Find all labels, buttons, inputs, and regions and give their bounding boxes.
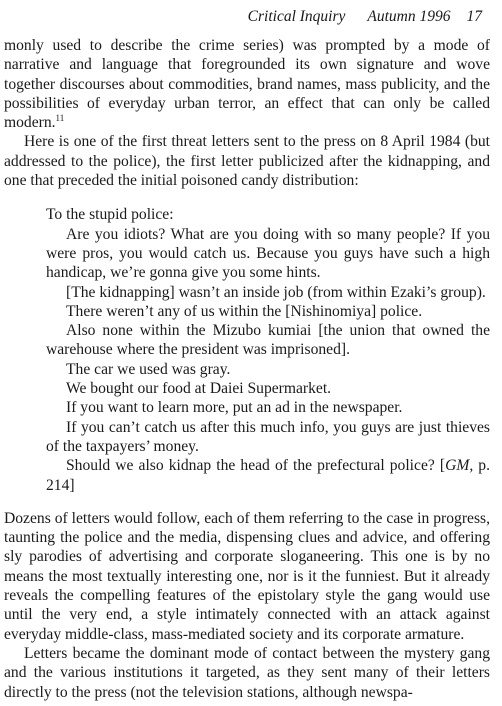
letter-last-text: Should we also kidnap the head of the prefectural police? [ (66, 457, 446, 475)
journal-title: Critical Inquiry (247, 8, 346, 25)
paragraph-1-text: monly used to describe the crime series) was prompted by a mode of narrative and language that foregrounded its own signature and wove together discourses about commodities, brand names, mass publicity, and the possibilities of everyday urban terror, an effect that can only be called modern. (4, 37, 490, 132)
citation-page: p. 214] (46, 457, 490, 494)
letter-line-last (46, 456, 490, 495)
paragraph-3: Dozens of letters would follow, each of them referring to the case in progress, taunting the police and the media, dispensing clues and advice, and offering sly parodies of advertising and corporate sloganeering. This one is by no means the most textually interesting one, nor is it the funniest. But it already reveals the compelling features of the epistolary style the gang would use until the very end, a style intimately connected with an attack against everyday middle-class, mass-mediated society and its corporate armature. (4, 509, 490, 643)
page-number: 17 (466, 8, 482, 25)
body-text (4, 36, 490, 702)
paragraph-4: Letters became the dominant mode of contact between the mystery gang and the various institutions it targeted, as they sent many of their letters directly to the press (not the television stations, although newspa- (4, 644, 490, 701)
paragraph-1 (4, 36, 490, 132)
paragraph-2: Here is one of the first threat letters sent to the press on 8 April 1984 (but addressed to the police), the first letter publicized after the kidnapping, and one that preceded the initial poisoned candy distribution: (4, 133, 490, 190)
letter-line: If you can’t catch us after this much info, you guys are just thieves of the taxpayers’ money. (46, 418, 490, 455)
letter-line: If you want to learn more, put an ad in the newspaper. (66, 399, 403, 417)
letter-line: Are you idiots? What are you doing with so many people? If you were pros, you would catch us. Because you guys have such a high handicap, we’re gonna give you some hints. (46, 225, 490, 282)
running-header (248, 8, 482, 26)
letter-line: To the stupid police: (46, 206, 174, 224)
letter-line: There weren’t any of us within the [Nishinomiya] police. (66, 302, 423, 320)
letter-line: We bought our food at Daiei Supermarket. (66, 380, 332, 398)
block-quote-letter (46, 205, 490, 494)
letter-line: The car we used was gray. (66, 360, 231, 378)
issue-date: Autumn 1996 (367, 8, 451, 25)
letter-line: Also none within the Mizubo kumiai [the union that owned the warehouse where the president was imprisoned]. (46, 322, 490, 359)
citation-abbrev: GM, (445, 457, 474, 475)
letter-line: [The kidnapping] wasn’t an inside job (from within Ezaki’s group). (66, 283, 486, 301)
footnote-marker: 11 (55, 113, 65, 123)
